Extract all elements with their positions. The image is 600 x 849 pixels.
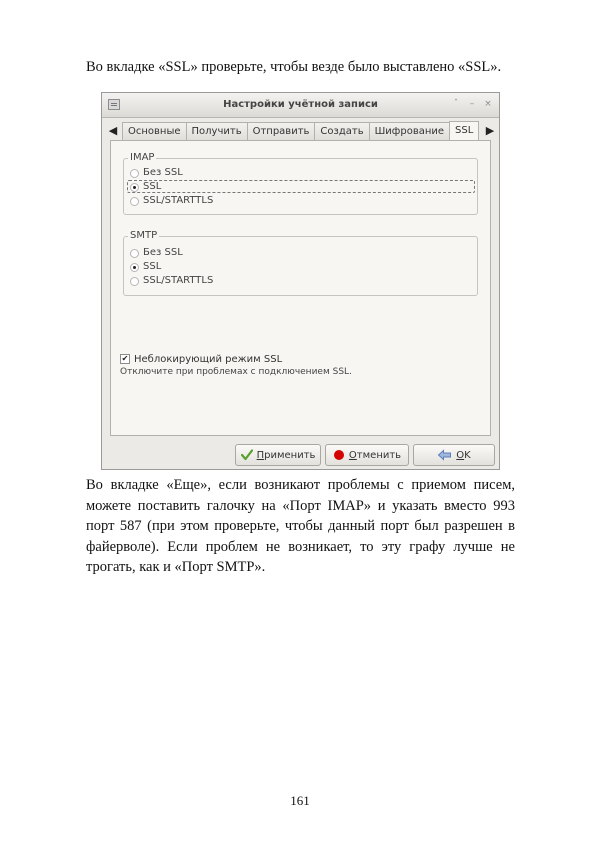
tab-ssl[interactable]: SSL — [449, 121, 479, 141]
focus-indicator — [127, 180, 475, 193]
tab-scroll-left-icon[interactable]: ◀ — [108, 124, 118, 137]
button-bar — [102, 444, 499, 466]
radio-label: SSL/STARTTLS — [143, 195, 214, 206]
imap-starttls-radio[interactable] — [130, 194, 213, 208]
cancel-button[interactable] — [325, 444, 409, 466]
titlebar — [102, 93, 499, 118]
ssl-tab-panel — [110, 140, 491, 436]
checkbox-label: Неблокирующий режим SSL — [134, 353, 283, 365]
smtp-group — [123, 230, 478, 296]
apply-button-label: Применить — [256, 449, 316, 461]
close-icon[interactable]: × — [484, 99, 492, 109]
body-paragraph: Во вкладке «Еще», если возникают проблемы с приемом писем, можете поставить галочку на «Порт IMAP» и указать вместо 993 порт 587 (при этом проверьте, чтобы данный порт был разрешен в файерволе). Если проблем не возникает, то эту графу лучше не трогать, как и «Порт SMTP». — [86, 477, 515, 575]
tab-general[interactable]: Основные — [122, 122, 187, 140]
stop-icon — [333, 449, 345, 461]
imap-no-ssl-radio[interactable] — [130, 166, 183, 180]
page-number: 161 — [290, 793, 310, 808]
radio-icon — [130, 197, 139, 206]
back-arrow-icon — [437, 449, 452, 461]
imap-legend: IMAP — [130, 152, 155, 163]
intro-paragraph: Во вкладке «SSL» проверьте, чтобы везде было выставлено «SSL». — [86, 59, 502, 75]
smtp-starttls-radio[interactable] — [130, 274, 213, 288]
tab-encryption[interactable]: Шифрование — [369, 122, 450, 140]
smtp-ssl-radio[interactable] — [130, 260, 161, 274]
tab-bar — [108, 122, 493, 140]
tab-scroll-right-icon[interactable]: ▶ — [485, 124, 495, 137]
radio-icon — [130, 169, 139, 178]
minimize-icon[interactable]: – — [469, 99, 475, 109]
ok-button[interactable] — [413, 444, 495, 466]
radio-icon — [130, 277, 139, 286]
radio-label: SSL/STARTTLS — [143, 275, 214, 286]
ok-button-label: OK — [456, 449, 471, 461]
nonblocking-hint: Отключите при проблемах с подключением SSL. — [120, 367, 352, 377]
imap-group — [123, 152, 478, 215]
radio-selected-icon — [130, 263, 139, 272]
smtp-legend: SMTP — [130, 230, 158, 241]
cancel-button-label: Отменить — [348, 449, 402, 461]
tab-send[interactable]: Отправить — [247, 122, 316, 140]
dialog-title: Настройки учётной записи — [223, 99, 378, 110]
tab-compose[interactable]: Создать — [314, 122, 369, 140]
radio-label: SSL — [143, 261, 162, 272]
radio-label: Без SSL — [143, 167, 183, 178]
radio-label: Без SSL — [143, 247, 183, 258]
tab-receive[interactable]: Получить — [186, 122, 248, 140]
radio-label: SSL — [143, 181, 162, 192]
apply-button[interactable] — [235, 444, 321, 466]
maximize-icon[interactable]: ˆ — [453, 99, 459, 109]
checkmark-icon — [241, 449, 253, 461]
imap-ssl-radio[interactable] — [130, 180, 161, 194]
account-settings-dialog — [101, 92, 500, 470]
radio-icon — [130, 249, 139, 258]
radio-selected-icon — [130, 183, 139, 192]
nonblocking-ssl-checkbox[interactable] — [120, 353, 282, 365]
checkbox-checked-icon: ✔ — [121, 354, 129, 363]
smtp-no-ssl-radio[interactable] — [130, 246, 183, 260]
